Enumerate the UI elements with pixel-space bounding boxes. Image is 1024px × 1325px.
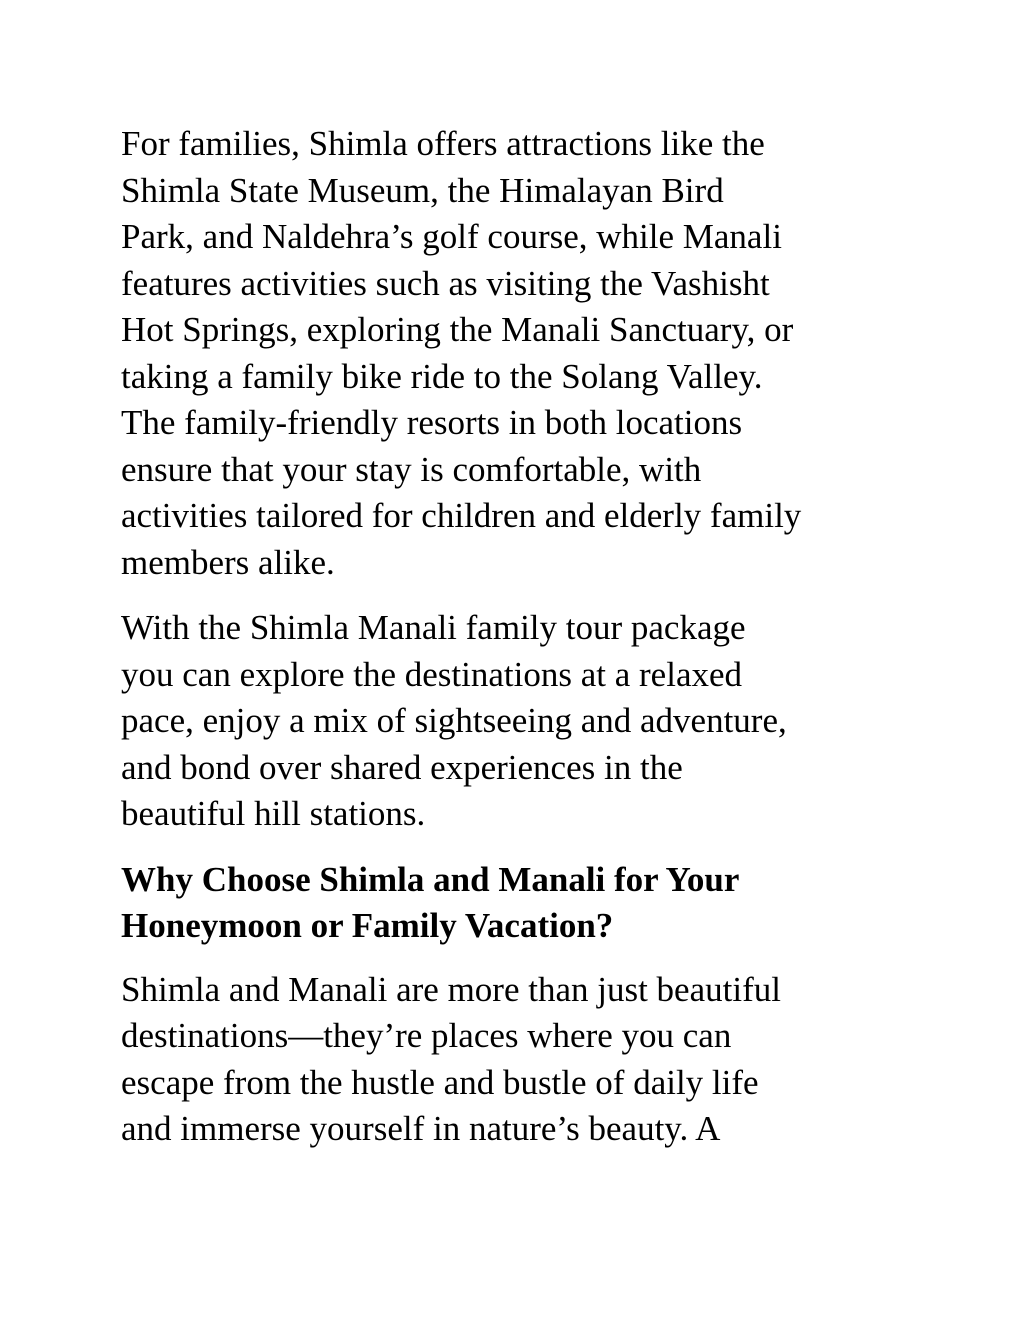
text-line: The family-friendly resorts in both locations xyxy=(121,403,743,442)
heading-line: Why Choose Shimla and Manali for Your xyxy=(121,859,740,899)
paragraph-why-choose xyxy=(121,967,911,1153)
text-line: pace, enjoy a mix of sightseeing and adventure, xyxy=(121,701,787,740)
text-line: Park, and Naldehra’s golf course, while Manali xyxy=(121,217,782,256)
text-line: you can explore the destinations at a relaxed xyxy=(121,654,743,694)
text-line: With the Shimla Manali family tour package xyxy=(121,608,746,647)
document-body xyxy=(121,121,911,1172)
text-line: taking a family bike ride to the Solang Valley. xyxy=(121,356,763,396)
paragraph-family-tour-package xyxy=(121,605,911,838)
text-line: beautiful hill stations. xyxy=(121,794,426,833)
text-line: destinations—they’re places where you can xyxy=(121,1016,732,1055)
text-line: Hot Springs, exploring the Manali Sanctuary, or xyxy=(121,310,794,349)
text-line: and immerse yourself in nature’s beauty. A xyxy=(121,1109,721,1148)
heading-line: Honeymoon or Family Vacation? xyxy=(121,906,614,945)
text-line: features activities such as visiting the Vashisht xyxy=(121,263,770,303)
text-line: members alike. xyxy=(121,542,335,582)
text-line: Shimla State Museum, the Himalayan Bird xyxy=(121,170,724,210)
text-line: Shimla and Manali are more than just beautiful xyxy=(121,969,781,1009)
paragraph-family-attractions xyxy=(121,121,911,586)
text-line: For families, Shimla offers attractions like the xyxy=(121,124,765,163)
text-line: ensure that your stay is comfortable, with xyxy=(121,449,702,489)
text-line: escape from the hustle and bustle of daily life xyxy=(121,1062,759,1102)
text-line: activities tailored for children and elderly family xyxy=(121,496,802,535)
text-line: and bond over shared experiences in the xyxy=(121,747,683,787)
section-heading xyxy=(121,857,911,950)
